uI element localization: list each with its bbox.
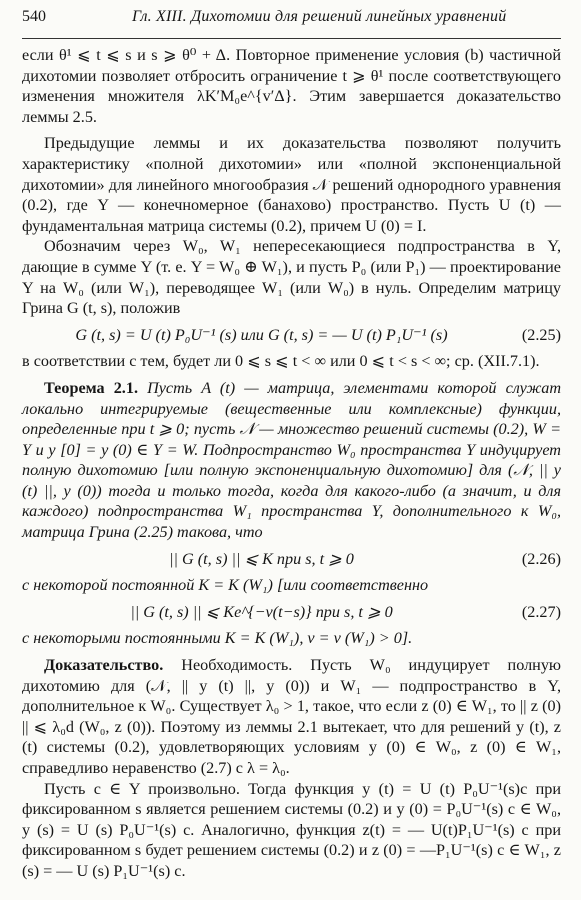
theorem-body: Пусть A (t) — матрица, элементами которой служат локально интегрируемые (вещественные или комплексные) функции, определенные при t ⩾ 0; пусть 𝒩 — множество решений системы (0.2), W = Y и y [0] = y (0) ∈ Y = W. Подпространство W₀ пространства Y индуцирует полную дихотомию [или полную экспоненциальную дихотомию] для (𝒩, || y (t) ||, y (0)) тогда и только тогда, когда для какого-либо (а значит, и для каждого) подпространства W₁ пространства Y, дополнительного к W₀, матрица Грина (2.25) такова, что: [22, 378, 562, 542]
paragraph-condition: в соответствии с тем, будет ли 0 ⩽ s ⩽ t < ∞ или 0 ⩽ t < s < ∞; ср. (XII.7.1).: [22, 352, 540, 371]
paragraph-constants: с некоторыми постоянными K = K (W₁), ν = ν (W₁) > 0].: [22, 629, 413, 648]
proof: [22, 655, 561, 779]
formula-2-25-expression: G (t, s) = U (t) P₀U⁻¹ (s) или G (t, s) = — U (t) P₁U⁻¹ (s): [75, 325, 448, 344]
paragraph-characterization: Предыдущие леммы и их доказательства позволяют получить характеристику «полной дихотомии» или «полной экспоненциальной дихотомии» для линейного многообразия 𝒩 решений однородного уравнения (0.2), где Y — конечномерное (банахово) пространство. Пусть U (t) — фундаментальная матрица системы (0.2), причем U (0) = I.: [22, 134, 561, 235]
formula-2-27-number: (2.27): [521, 602, 561, 621]
paragraph-constant: с некоторой постоянной K = K (W₁) [или соответственно: [22, 576, 429, 595]
proof-title: Доказательство.: [44, 656, 164, 675]
formula-2-26-expression: || G (t, s) || ⩽ K при s, t ⩾ 0: [169, 549, 354, 568]
running-head: Гл. XIII. Дихотомии для решений линейных уравнений: [132, 8, 507, 25]
paragraph-green-matrix: Обозначим через W₀, W₁ непересекающиеся подпространства в Y, дающие в сумме Y (т. е. Y = W₀ ⊕ W₁), и пусть P₀ (или P₁) — проектирование Y на W₀ (или W₁), переводящее W₁ (или W₀) в нуль. Определим матрицу Грина G (t, s), положив: [22, 237, 561, 318]
formula-2-25-number: (2.25): [521, 325, 561, 344]
formula-2-26-number: (2.26): [521, 549, 561, 568]
formula-2-25: [22, 325, 561, 346]
paragraph-lemma-end: если θ¹ ⩽ t ⩽ s и s ⩾ θ⁰ + Δ. Повторное применение условия (b) частичной дихотомии позволяет отбросить ограничение t ⩾ θ¹ после соответствующего изменения множителя λK′M₀e^{v′Δ}. Этим завершается доказательство леммы 2.5.: [22, 46, 561, 126]
formula-2-26: [22, 549, 561, 570]
paragraph-functions: Пусть c ∈ Y произвольно. Тогда функция y (t) = U (t) P₀U⁻¹(s)c при фиксированном s является решением системы (0.2) и y (0) = P₀U⁻¹(s) c ∈ W₀, y (s) = U (s) P₀U⁻¹(s) c. Аналогично, функция z(t) = — U(t)P₁U⁻¹(s) c при фиксированном s будет решением системы (0.2) и z (0) = —P₁U⁻¹(s) c ∈ W₁, z (s) = — U (s) P₁U⁻¹(s) c.: [22, 779, 561, 880]
page-number: 540: [22, 8, 46, 25]
theorem-2-1: [22, 378, 561, 543]
proof-body: Необходимость. Пусть W₀ индуцирует полную дихотомию для (𝒩, || y (t) ||, y (0)) и W₁ — подпространство в Y, дополнительное к W₀. Существует λ₀ > 1, такое, что если z (0) ∈ W₁, то || z (0) || ⩽ λ₀d (W₀, z (0)). Поэтому из леммы 2.1 вытекает, что для решений y (t), z (t) системы (0.2), удовлетворяющих условиям y (0) ∈ W₀, z (0) ∈ W₁, справедливо неравенство (2.7) с λ = λ₀.: [22, 656, 562, 777]
page-header: [22, 8, 561, 39]
formula-2-27: [22, 602, 561, 623]
theorem-title: Теорема 2.1.: [44, 378, 138, 397]
formula-2-27-expression: || G (t, s) || ⩽ Ke^{−ν(t−s)} при s, t ⩾ 0: [130, 602, 393, 621]
